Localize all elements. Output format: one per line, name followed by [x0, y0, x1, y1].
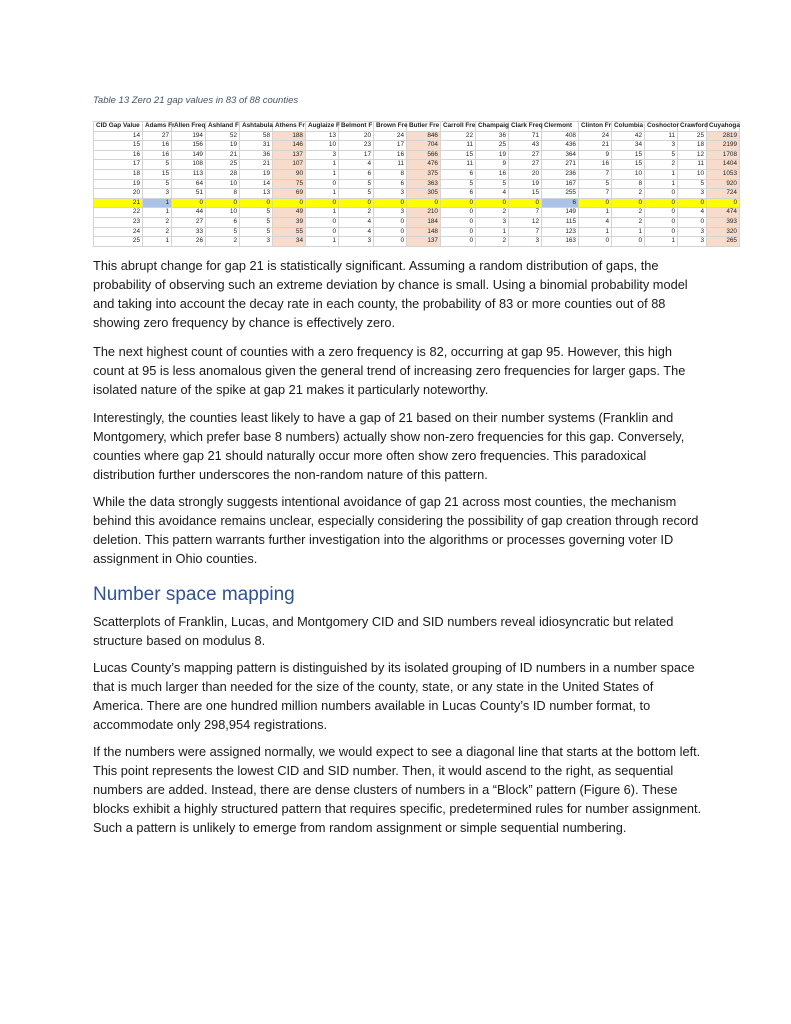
- table-cell: 149: [172, 150, 206, 160]
- table-cell: 24: [374, 131, 407, 141]
- table-cell: 5: [339, 189, 374, 199]
- table-cell: 364: [542, 150, 579, 160]
- table-cell: 474: [707, 208, 740, 218]
- table-cell: 107: [273, 160, 306, 170]
- table-cell: 2: [476, 208, 509, 218]
- table-cell: 27: [509, 160, 542, 170]
- table-cell: 21: [240, 160, 273, 170]
- table-cell: 3: [678, 237, 707, 247]
- table-cell: 1: [306, 189, 339, 199]
- table-cell: 7: [509, 208, 542, 218]
- table-cell: 0: [339, 198, 374, 208]
- header-cell: Brown Fre: [374, 122, 407, 132]
- table-cell: 43: [509, 141, 542, 151]
- table-cell: 3: [509, 237, 542, 247]
- table-cell: 148: [407, 227, 441, 237]
- table-cell: 0: [645, 189, 678, 199]
- table-cell: 4: [476, 189, 509, 199]
- header-cell: Ashland F: [206, 122, 240, 132]
- paragraph: Interestingly, the counties least likely to have a gap of 21 based on their number systems (Franklin and Montgomery, which prefer base 8 numbers) actually show non-zero frequencies for this gap. Conversely, counties where gap 21 should naturally occur more often show zero frequencies. This paradoxical distribution further underscores the non-random nature of this pattern.: [93, 410, 685, 482]
- gap-value-cell: 21: [94, 198, 143, 208]
- table-cell: 11: [678, 160, 707, 170]
- table-cell: 19: [509, 179, 542, 189]
- table-cell: 149: [542, 208, 579, 218]
- table-cell: 25: [678, 131, 707, 141]
- header-cell: Clinton Fr: [579, 122, 612, 132]
- table-cell: 0: [579, 237, 612, 247]
- table-cell: 846: [407, 131, 441, 141]
- header-cell: Cuyahoga: [707, 122, 740, 132]
- table-caption: Table 13 Zero 21 gap values in 83 of 88 counties: [93, 95, 299, 106]
- header-cell: Champaig: [476, 122, 509, 132]
- table-row: [94, 160, 740, 170]
- table-cell: 4: [579, 217, 612, 227]
- table-cell: 5: [240, 217, 273, 227]
- table-cell: 1: [645, 169, 678, 179]
- header-cell: Columbia: [612, 122, 645, 132]
- table-cell: 11: [374, 160, 407, 170]
- table-header-row: [94, 122, 740, 132]
- gap-value-cell: 17: [94, 160, 143, 170]
- table-cell: 0: [374, 227, 407, 237]
- table-cell: 1: [306, 160, 339, 170]
- table-cell: 8: [374, 169, 407, 179]
- table-cell: 0: [240, 198, 273, 208]
- table-cell: 15: [612, 160, 645, 170]
- table-cell: 156: [172, 141, 206, 151]
- table-cell: 25: [476, 141, 509, 151]
- table-cell: 11: [441, 160, 476, 170]
- table-cell: 0: [476, 198, 509, 208]
- table-cell: 188: [273, 131, 306, 141]
- table-cell: 1404: [707, 160, 740, 170]
- header-cell: Allen Freq: [172, 122, 206, 132]
- table-cell: 265: [707, 237, 740, 247]
- table-cell: 20: [509, 169, 542, 179]
- table-cell: 7: [509, 227, 542, 237]
- table-cell: 476: [407, 160, 441, 170]
- table-cell: 24: [579, 131, 612, 141]
- table-cell: 0: [441, 208, 476, 218]
- table-cell: 6: [206, 217, 240, 227]
- paragraph: While the data strongly suggests intentional avoidance of gap 21 across most counties, the mechanism behind this avoidance remains unclear, especially considering the possibility of gap creation through record deletion. This pattern warrants further investigation into the algorithms or processes governing voter ID assignment in Ohio counties.: [93, 494, 699, 566]
- table-cell: 3: [339, 237, 374, 247]
- section-heading: Number space mapping: [93, 584, 295, 605]
- table-cell: 236: [542, 169, 579, 179]
- table-cell: 1: [143, 198, 172, 208]
- header-cell: Clermont: [542, 122, 579, 132]
- gap-value-cell: 20: [94, 189, 143, 199]
- table-cell: 0: [172, 198, 206, 208]
- table-cell: 5: [143, 179, 172, 189]
- table-cell: 1: [306, 169, 339, 179]
- table-cell: 16: [143, 141, 172, 151]
- table-cell: 16: [476, 169, 509, 179]
- table-cell: 194: [172, 131, 206, 141]
- table-cell: 3: [476, 217, 509, 227]
- paragraph: Lucas County’s mapping pattern is distinguished by its isolated grouping of ID numbers in a number space that is much larger than needed for the size of the county, state, or any state in the United States of America. There are one hundred million numbers available in Lucas County’s ID number format, to accommodate only 298,954 registrations.: [93, 660, 695, 732]
- table-cell: 15: [441, 150, 476, 160]
- table-cell: 2: [206, 237, 240, 247]
- table-cell: 6: [441, 189, 476, 199]
- table-cell: 5: [579, 179, 612, 189]
- table-cell: 0: [678, 198, 707, 208]
- table-cell: 1: [612, 227, 645, 237]
- table-row: [94, 217, 740, 227]
- table-cell: 11: [441, 141, 476, 151]
- table-cell: 64: [172, 179, 206, 189]
- header-cell: Ashtabula: [240, 122, 273, 132]
- table-row: [94, 198, 740, 208]
- gap-value-cell: 25: [94, 237, 143, 247]
- table-cell: 375: [407, 169, 441, 179]
- table-cell: 4: [678, 208, 707, 218]
- table-cell: 71: [509, 131, 542, 141]
- table-cell: 8: [206, 189, 240, 199]
- table-cell: 1: [306, 208, 339, 218]
- table-cell: 19: [476, 150, 509, 160]
- gap-value-cell: 24: [94, 227, 143, 237]
- table-cell: 12: [509, 217, 542, 227]
- table-cell: 3: [143, 189, 172, 199]
- table-cell: 5: [441, 179, 476, 189]
- table-cell: 25: [206, 160, 240, 170]
- gap-value-cell: 19: [94, 179, 143, 189]
- body-section-2: [93, 612, 705, 835]
- table-cell: 108: [172, 160, 206, 170]
- table-cell: 10: [206, 208, 240, 218]
- table-cell: 0: [612, 237, 645, 247]
- table-cell: 44: [172, 208, 206, 218]
- table-cell: 33: [172, 227, 206, 237]
- table-cell: 408: [542, 131, 579, 141]
- table-cell: 3: [374, 189, 407, 199]
- table-cell: 1: [143, 208, 172, 218]
- table-cell: 26: [172, 237, 206, 247]
- table-cell: 19: [240, 169, 273, 179]
- table-cell: 0: [374, 237, 407, 247]
- header-cell: Auglaize F: [306, 122, 339, 132]
- table-cell: 55: [273, 227, 306, 237]
- table-cell: 9: [476, 160, 509, 170]
- table-cell: 724: [707, 189, 740, 199]
- table-row: [94, 150, 740, 160]
- table-cell: 27: [172, 217, 206, 227]
- table-cell: 21: [206, 150, 240, 160]
- table-cell: 34: [612, 141, 645, 151]
- table-cell: 2: [612, 208, 645, 218]
- header-cell: Butler Fre: [407, 122, 441, 132]
- table-cell: 10: [612, 169, 645, 179]
- table-cell: 2: [339, 208, 374, 218]
- table-cell: 1: [579, 227, 612, 237]
- table-cell: 704: [407, 141, 441, 151]
- table-cell: 2819: [707, 131, 740, 141]
- table-cell: 0: [306, 227, 339, 237]
- table-body: [94, 131, 740, 246]
- table-cell: 271: [542, 160, 579, 170]
- table-cell: 0: [407, 198, 441, 208]
- gap-value-cell: 18: [94, 169, 143, 179]
- table-cell: 51: [172, 189, 206, 199]
- paragraph: This abrupt change for gap 21 is statistically significant. Assuming a random distribution of gaps, the probability of observing such an extreme deviation by chance is small. Using a binomial probability model and taking into account the decay rate in each county, the probability of 83 or more counties out of 88 showing zero frequency by chance is effectively zero.: [93, 258, 688, 330]
- table-cell: 566: [407, 150, 441, 160]
- table-cell: 0: [645, 198, 678, 208]
- table-cell: 137: [273, 150, 306, 160]
- table-cell: 3: [374, 208, 407, 218]
- table-cell: 0: [707, 198, 740, 208]
- table-cell: 4: [339, 227, 374, 237]
- table-cell: 123: [542, 227, 579, 237]
- table-cell: 920: [707, 179, 740, 189]
- table-cell: 0: [612, 198, 645, 208]
- table-cell: 2199: [707, 141, 740, 151]
- table-cell: 12: [678, 150, 707, 160]
- table-cell: 17: [374, 141, 407, 151]
- table-cell: 13: [306, 131, 339, 141]
- table-cell: 1: [579, 208, 612, 218]
- table-cell: 36: [476, 131, 509, 141]
- table-cell: 10: [206, 179, 240, 189]
- table-cell: 167: [542, 179, 579, 189]
- table-row: [94, 141, 740, 151]
- table-cell: 2: [645, 160, 678, 170]
- table-cell: 137: [407, 237, 441, 247]
- table-cell: 58: [240, 131, 273, 141]
- table-cell: 1: [645, 179, 678, 189]
- table-cell: 0: [374, 198, 407, 208]
- table-cell: 7: [579, 189, 612, 199]
- table-cell: 8: [612, 179, 645, 189]
- table-cell: 436: [542, 141, 579, 151]
- header-cell: Crawford: [678, 122, 707, 132]
- table-cell: 75: [273, 179, 306, 189]
- gap-value-cell: 16: [94, 150, 143, 160]
- table-cell: 146: [273, 141, 306, 151]
- table-cell: 0: [273, 198, 306, 208]
- body-section-1: [93, 256, 705, 566]
- header-cell: Belmont F: [339, 122, 374, 132]
- table-cell: 20: [339, 131, 374, 141]
- table-cell: 0: [441, 217, 476, 227]
- table-cell: 0: [579, 198, 612, 208]
- table-cell: 11: [645, 131, 678, 141]
- table-cell: 14: [240, 179, 273, 189]
- table-cell: 16: [579, 160, 612, 170]
- table-cell: 5: [240, 208, 273, 218]
- header-cell: CID Gap Value: [94, 122, 143, 132]
- table-cell: 113: [172, 169, 206, 179]
- table-cell: 6: [441, 169, 476, 179]
- table-cell: 1: [476, 227, 509, 237]
- table-cell: 4: [339, 160, 374, 170]
- table-cell: 1053: [707, 169, 740, 179]
- table-row: [94, 179, 740, 189]
- table-cell: 42: [612, 131, 645, 141]
- table-cell: 90: [273, 169, 306, 179]
- table-cell: 363: [407, 179, 441, 189]
- table-cell: 0: [306, 198, 339, 208]
- table-cell: 3: [678, 189, 707, 199]
- table-cell: 255: [542, 189, 579, 199]
- table-cell: 0: [441, 227, 476, 237]
- table-cell: 15: [509, 189, 542, 199]
- paragraph: Scatterplots of Franklin, Lucas, and Montgomery CID and SID numbers reveal idiosyncratic but related structure based on modulus 8.: [93, 614, 674, 648]
- table-cell: 0: [206, 198, 240, 208]
- table-cell: 2: [143, 227, 172, 237]
- table-cell: 21: [579, 141, 612, 151]
- table-cell: 4: [339, 217, 374, 227]
- table-cell: 16: [374, 150, 407, 160]
- header-cell: Coshoctor: [645, 122, 678, 132]
- table-cell: 1: [645, 237, 678, 247]
- gap-value-cell: 22: [94, 208, 143, 218]
- table-cell: 0: [645, 208, 678, 218]
- table-row: [94, 131, 740, 141]
- table-cell: 1: [143, 237, 172, 247]
- table-cell: 27: [143, 131, 172, 141]
- table-cell: 19: [206, 141, 240, 151]
- table-cell: 0: [645, 227, 678, 237]
- table-cell: 52: [206, 131, 240, 141]
- table-row: [94, 237, 740, 247]
- table-cell: 5: [143, 160, 172, 170]
- table-cell: 2: [612, 189, 645, 199]
- table-cell: 3: [306, 150, 339, 160]
- table-cell: 6: [339, 169, 374, 179]
- table-cell: 210: [407, 208, 441, 218]
- table-cell: 3: [645, 141, 678, 151]
- table-cell: 10: [678, 169, 707, 179]
- table-cell: 115: [542, 217, 579, 227]
- table-cell: 3: [240, 237, 273, 247]
- table-cell: 31: [240, 141, 273, 151]
- table-cell: 36: [240, 150, 273, 160]
- table-cell: 5: [339, 179, 374, 189]
- table-cell: 2: [612, 217, 645, 227]
- table-cell: 5: [645, 150, 678, 160]
- table-row: [94, 227, 740, 237]
- table-cell: 16: [143, 150, 172, 160]
- table-cell: 49: [273, 208, 306, 218]
- table-cell: 5: [476, 179, 509, 189]
- gap-table: [93, 121, 740, 247]
- table-cell: 305: [407, 189, 441, 199]
- table-cell: 184: [407, 217, 441, 227]
- table-cell: 5: [240, 227, 273, 237]
- table-cell: 1708: [707, 150, 740, 160]
- gap-value-cell: 15: [94, 141, 143, 151]
- table-cell: 6: [374, 179, 407, 189]
- table-cell: 320: [707, 227, 740, 237]
- table-cell: 10: [306, 141, 339, 151]
- table-cell: 69: [273, 189, 306, 199]
- header-cell: Clark Freq: [509, 122, 542, 132]
- table-cell: 0: [374, 217, 407, 227]
- table-cell: 28: [206, 169, 240, 179]
- table-cell: 17: [339, 150, 374, 160]
- table-cell: 27: [509, 150, 542, 160]
- gap-value-cell: 23: [94, 217, 143, 227]
- gap-value-cell: 14: [94, 131, 143, 141]
- table-cell: 0: [509, 198, 542, 208]
- table-cell: 5: [206, 227, 240, 237]
- table-cell: 9: [579, 150, 612, 160]
- table-cell: 7: [579, 169, 612, 179]
- paragraph: If the numbers were assigned normally, we would expect to see a diagonal line that starts at the bottom left. This point represents the lowest CID and SID number. Then, it would ascend to the right, as sequential numbers are added. Instead, there are dense clusters of numbers in a “Block” pattern (Figure 6). These blocks exhibit a highly structured pattern that requires specific, predetermined rules for number assignment. Such a pattern is unlikely to emerge from random assignment or simple sequential numbering.: [93, 744, 702, 835]
- table-cell: 0: [441, 237, 476, 247]
- table-cell: 22: [441, 131, 476, 141]
- table-cell: 5: [678, 179, 707, 189]
- paragraph: The next highest count of counties with a zero frequency is 82, occurring at gap 95. However, this high count at 95 is less anomalous given the general trend of increasing zero frequencies for larger gaps. The isolated nature of the spike at gap 21 makes it particularly noteworthy.: [93, 344, 686, 397]
- table-cell: 0: [678, 217, 707, 227]
- table-cell: 2: [143, 217, 172, 227]
- table-cell: 393: [707, 217, 740, 227]
- table-row: [94, 189, 740, 199]
- header-cell: Athens Fr: [273, 122, 306, 132]
- table-cell: 0: [645, 217, 678, 227]
- table-row: [94, 208, 740, 218]
- table-cell: 15: [143, 169, 172, 179]
- table-cell: 13: [240, 189, 273, 199]
- table-cell: 39: [273, 217, 306, 227]
- table-row: [94, 169, 740, 179]
- table-cell: 0: [441, 198, 476, 208]
- table-cell: 0: [306, 217, 339, 227]
- table-cell: 3: [678, 227, 707, 237]
- table-cell: 34: [273, 237, 306, 247]
- header-cell: Carroll Fre: [441, 122, 476, 132]
- table-cell: 163: [542, 237, 579, 247]
- table-cell: 1: [306, 237, 339, 247]
- header-cell: Adams Fr: [143, 122, 172, 132]
- table-cell: 0: [306, 179, 339, 189]
- table-cell: 2: [476, 237, 509, 247]
- table-cell: 18: [678, 141, 707, 151]
- table-cell: 6: [542, 198, 579, 208]
- table-cell: 15: [612, 150, 645, 160]
- table-cell: 23: [339, 141, 374, 151]
